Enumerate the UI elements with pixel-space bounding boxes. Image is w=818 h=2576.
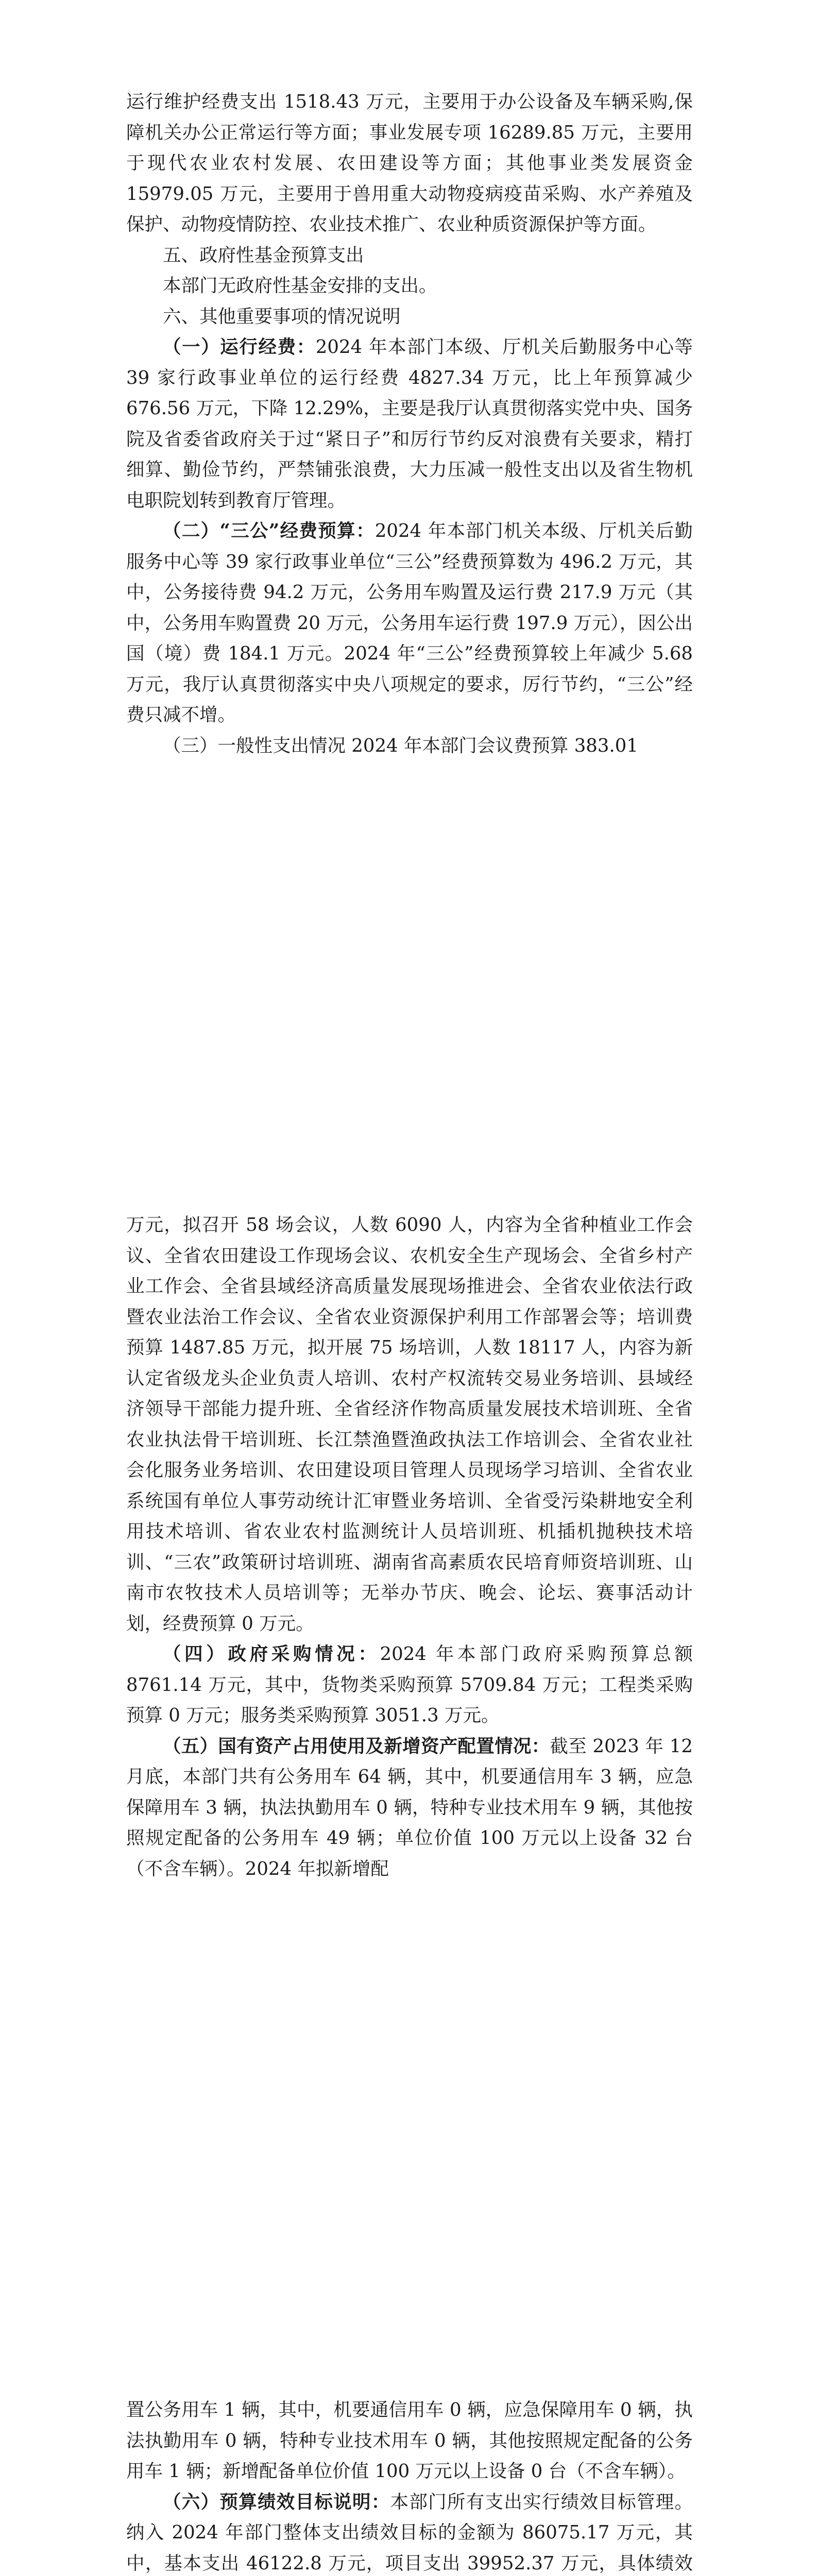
subsection-lead: （一）运行经费： (163, 336, 316, 358)
paragraph: 置公务用车 1 辆，其中，机要通信用车 0 辆，应急保障用车 0 辆，执法执勤用车 0 辆，特种专业技术用车 0 辆，其他按照规定配备的公务用车 1 辆；新增配备单位价值 100 万元以上设备 0 台（不含车辆）。 (126, 2399, 693, 2482)
paragraph-body: 2024 年本部门机关本级、厅机关后勤服务中心等 39 家行政事业单位“三公”经费预算数为 496.2 万元，其中，公务接待费 94.2 万元，公务用车购置及运行费 217.9 万元（其中，公务用车购置费 20 万元，公务用车运行费 197.9 万元），因公出国（境）费 184.1 万元。2024 年“三公”经费预算较上年减少 5.68 万元，我厅认真贯彻落实中央八项规定的要求，厉行节约，“三公”经费只减不增。 (126, 520, 693, 725)
paragraph (126, 516, 693, 731)
subsection-lead: （二）“三公”经费预算： (163, 520, 375, 541)
paragraph-body: 本部门所有支出实行绩效目标管理。纳入 2024 年部门整体支出绩效目标的金额为 86075.17 万元，其中，基本支出 46122.8 万元，项目支出 39952.37 万元，具体绩效 (126, 2491, 693, 2574)
paragraph: 本部门无政府性基金安排的支出。 (163, 275, 437, 296)
text-block-1 (126, 87, 693, 761)
subsection-lead: （六）预算绩效目标说明： (163, 2491, 390, 2513)
paragraph (126, 1731, 693, 1885)
paragraph (126, 2487, 693, 2576)
paragraph-body: 截至 2023 年 12 月底，本部门共有公务用车 64 辆，其中，机要通信用车 3 辆，应急保障用车 3 辆，执法执勤用车 0 辆，特种专业技术用车 9 辆，其他按照规定配备的公务用车 49 辆；单位价值 100 万元以上设备 32 台（不含车辆）。2024 年拟新增配 (126, 1735, 693, 1879)
paragraph: 万元，拟召开 58 场会议，人数 6090 人，内容为全省种植业工作会议、全省农田建设工作现场会议、农机安全生产现场会、全省乡村产业工作会、全省县域经济高质量发展现场推进会、全省农业依法行政暨农业法治工作会议、全省农业资源保护利用工作部署会等；培训费预算 1487.85 万元，拟开展 75 场培训，人数 18117 人，内容为新认定省级龙头企业负责人培训、农村产权流转交易业务培训、县域经济领导干部能力提升班、全省经济作物高质量发展技术培训班、全省农业执法骨干培训班、长江禁渔暨渔政执法工作培训会、全省农业社会化服务业务培训、农田建设项目管理人员现场学习培训、全省农业系统国有单位人事劳动统计汇审暨业务培训、全省受污染耕地安全利用技术培训、省农业农村监测统计人员培训班、机插机抛秧技术培训、“三农”政策研讨培训班、湖南省高素质农民培育师资培训班、山南市农牧技术人员培训等；无举办节庆、晚会、论坛、赛事活动计划，经费预算 0 万元。 (126, 1214, 693, 1634)
paragraph (126, 1639, 693, 1731)
subsection-lead: （五）国有资产占用使用及新增资产配置情况： (163, 1735, 550, 1757)
paragraph: （三）一般性支出情况 2024 年本部门会议费预算 383.01 (163, 735, 638, 756)
paragraph: 运行维护经费支出 1518.43 万元，主要用于办公设备及车辆采购,保障机关办公正常运行等方面；事业发展专项 16289.85 万元，主要用于现代农业农村发展、农田建设等方面；其他事业类发展资金 15979.05 万元，主要用于兽用重大动物疫病疫苗采购、水产养殖及保护、动物疫情防控、农业技术推广、农业种质资源保护等方面。 (126, 91, 693, 235)
subsection-lead: （四）政府采购情况： (163, 1643, 380, 1665)
section-heading: 五、政府性基金预算支出 (163, 244, 364, 266)
section-heading: 六、其他重要事项的情况说明 (163, 306, 401, 327)
paragraph-body: 2024 年本部门本级、厅机关后勤服务中心等 39 家行政事业单位的运行经费 4827.34 万元，比上年预算减少 676.56 万元，下降 12.29%，主要是我厅认真贯彻落实党中央、国务院及省委省政府关于过“紧日子”和厉行节约反对浪费有关要求，精打细算、勤俭节约，严禁铺张浪费，大力压减一般性支出以及省生物机电职院划转到教育厅管理。 (126, 336, 693, 511)
paragraph (126, 332, 693, 516)
text-block-2 (126, 1210, 693, 1884)
paragraph-body: 2024 年本部门政府采购预算总额 8761.14 万元，其中，货物类采购预算 5709.84 万元；工程类采购预算 0 万元；服务类采购预算 3051.3 万元。 (126, 1643, 693, 1726)
text-block-3 (126, 2395, 693, 2576)
